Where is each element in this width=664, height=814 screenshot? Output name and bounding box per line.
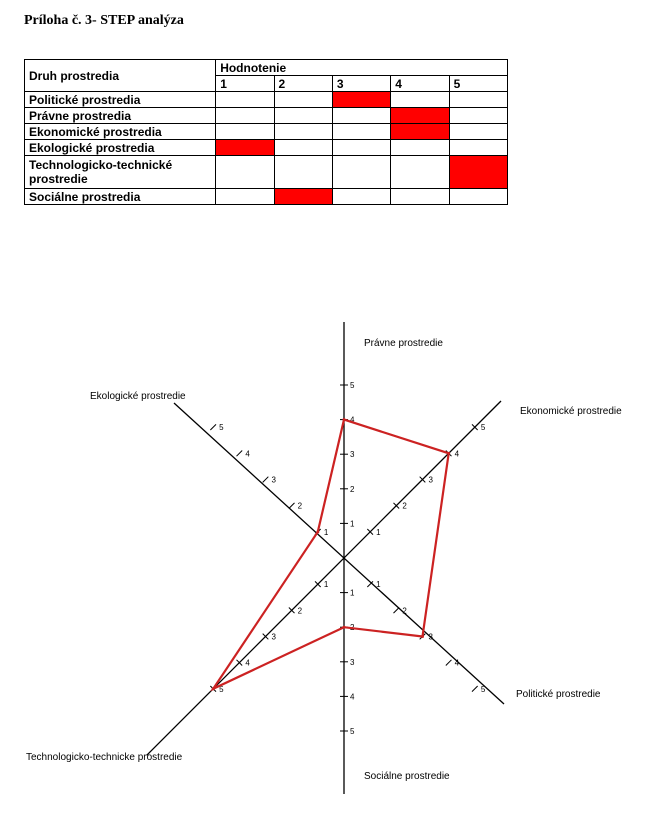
score-header-3: 3: [332, 76, 390, 92]
tick-label: 4: [454, 449, 460, 459]
tick-label: 3: [350, 657, 355, 667]
tick-label: 1: [323, 527, 329, 537]
tick-label: 5: [219, 423, 224, 433]
tick-label: 1: [376, 527, 381, 537]
axis-tick: [263, 477, 269, 483]
score-header-1: 1: [216, 76, 274, 92]
tick-label: 3: [350, 450, 355, 460]
header-type-cell: Druh prostredia: [25, 60, 216, 92]
tick-label: 4: [350, 415, 355, 425]
row-label: Technologicko-technické prostredie: [25, 156, 216, 189]
tick-label: 2: [402, 606, 407, 616]
axis-tick: [393, 607, 399, 613]
axis-tick: [210, 424, 216, 430]
tick-label: 3: [428, 475, 433, 485]
axis-tick: [237, 451, 243, 457]
axis-label: Sociálne prostredie: [364, 771, 450, 782]
axis-label: Ekologické prostredie: [90, 391, 186, 402]
row-label: Sociálne prostredia: [25, 189, 216, 205]
axis-tick: [446, 660, 452, 666]
tick-label: 2: [297, 606, 303, 616]
tick-label: 1: [350, 588, 355, 598]
tick-label: 2: [350, 623, 355, 633]
axis-tick: [289, 503, 295, 509]
radar-data-point: [343, 418, 346, 421]
axis-label: Právne prostredie: [364, 338, 443, 349]
radar-data-point: [447, 452, 450, 455]
radar-data-point: [212, 687, 215, 690]
tick-label: 3: [428, 632, 433, 642]
radar-data-point: [421, 635, 424, 638]
row-label: Právne prostredia: [25, 108, 216, 124]
axis-tick: [472, 686, 478, 692]
tick-label: 5: [350, 727, 355, 736]
score-header-4: 4: [391, 76, 449, 92]
tick-label: 1: [323, 580, 329, 590]
tick-label: 2: [402, 501, 407, 511]
tick-label: 5: [219, 684, 224, 694]
tick-label: 4: [454, 658, 460, 668]
axis-label: Ekonomické prostredie: [520, 406, 622, 417]
radar-data-point: [343, 626, 346, 629]
score-header-2: 2: [274, 76, 332, 92]
row-label: Ekonomické prostredia: [25, 124, 216, 140]
page-title: Príloha č. 3- STEP analýza: [24, 13, 184, 28]
tick-label: 2: [350, 484, 355, 494]
score-header-5: 5: [449, 76, 507, 92]
tick-label: 4: [245, 658, 250, 668]
tick-label: 5: [350, 381, 355, 390]
tick-label: 3: [271, 632, 276, 642]
tick-label: 3: [271, 475, 276, 485]
axis-label: Politické prostredie: [516, 689, 601, 700]
tick-label: 4: [350, 692, 355, 702]
tick-label: 2: [297, 501, 303, 511]
row-label: Politické prostredia: [25, 92, 216, 108]
radar-series-polygon: [213, 420, 449, 689]
tick-label: 4: [245, 449, 250, 459]
tick-label: 5: [480, 684, 486, 694]
header-rating-cell: Hodnotenie: [216, 60, 508, 76]
row-label: Ekologické prostredia: [25, 140, 216, 156]
tick-label: 5: [480, 423, 486, 433]
tick-label: 1: [350, 519, 355, 529]
axis-label: Technologicko-technicke prostredie: [26, 752, 183, 763]
radar-data-point: [316, 530, 319, 533]
tick-label: 1: [376, 580, 381, 590]
